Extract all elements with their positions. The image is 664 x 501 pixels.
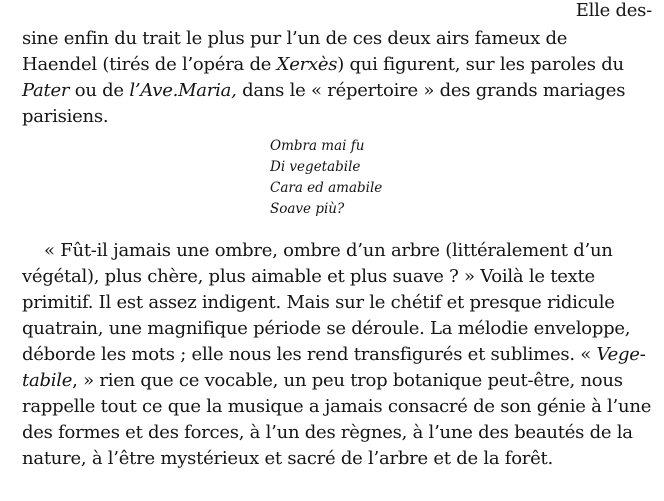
- para2-line-3-text: primitif. Il est assez indigent. Mais sur le chétif et presque ridicule: [22, 292, 615, 313]
- verse-line-2: [270, 158, 360, 176]
- para2-line-8-text: des formes et des forces, à l’un des règnes, à l’une des beautés de la: [22, 422, 633, 443]
- para2-line-5: [22, 344, 652, 366]
- text-line-1: [22, 0, 652, 22]
- verse-line-3: [270, 179, 382, 197]
- para2-line-1-text: « Fût-il jamais une ombre, ombre d’un arbre (littéralement d’un: [44, 240, 613, 261]
- text-line-5: [22, 106, 652, 128]
- line-3-pre: Haendel (tirés de l’opéra de: [22, 54, 277, 75]
- text-line-3: [22, 54, 652, 76]
- para2-line-5-italic: Vege-: [596, 344, 646, 365]
- line-4-mid: ou de: [69, 80, 130, 101]
- para2-line-9-text: nature, à l’être mystérieux et sacré de l’arbre et de la forêt.: [22, 448, 554, 469]
- para2-line-4: [22, 318, 652, 340]
- para2-line-6: [22, 370, 652, 392]
- para2-line-2: [22, 266, 652, 288]
- line-4-post: dans le « répertoire » des grands mariages: [236, 80, 626, 101]
- verse-line-3-text: Cara ed amabile: [270, 180, 383, 196]
- para2-line-7-text: rappelle tout ce que la musique a jamais consacré de son génie à l’une: [22, 396, 652, 417]
- line-3-italic: Xerxès: [276, 54, 338, 75]
- para2-line-2-text: végétal), plus chère, plus aimable et plus suave ? » Voilà le texte: [22, 266, 595, 287]
- para2-line-9: [22, 448, 652, 470]
- line-3-post: ) qui figurent, sur les paroles du: [337, 54, 624, 75]
- verse-line-1-text: Ombra mai fu: [270, 138, 365, 154]
- para2-line-1: [44, 240, 652, 262]
- para2-line-6-post: , » rien que ce vocable, un peu trop botanique peut-être, nous: [72, 370, 623, 391]
- line-1-text: Elle des-: [575, 0, 652, 21]
- line-4-italic-1: Pater: [22, 80, 70, 101]
- verse-line-1: [270, 137, 364, 155]
- para2-line-6-italic: tabile: [22, 370, 73, 391]
- verse-line-4: [270, 200, 344, 218]
- line-2-text: sine enfin du trait le plus pur l’un de ces deux airs fameux de: [22, 28, 568, 49]
- verse-line-2-text: Di vegetabile: [270, 159, 361, 175]
- line-5-text: parisiens.: [22, 106, 109, 127]
- para2-line-4-text: quatrain, une magnifique période se déroule. La mélodie enveloppe,: [22, 318, 631, 339]
- para2-line-7: [22, 396, 652, 418]
- verse-line-4-text: Soave più?: [270, 201, 345, 217]
- line-4-italic-2: l’Ave.Maria,: [129, 80, 237, 101]
- text-line-4: [22, 80, 652, 102]
- text-line-2: [22, 28, 652, 50]
- para2-line-3: [22, 292, 652, 314]
- para2-line-5-text: déborde les mots ; elle nous les rend transfigurés et sublimes. «: [22, 344, 597, 365]
- para2-line-8: [22, 422, 652, 444]
